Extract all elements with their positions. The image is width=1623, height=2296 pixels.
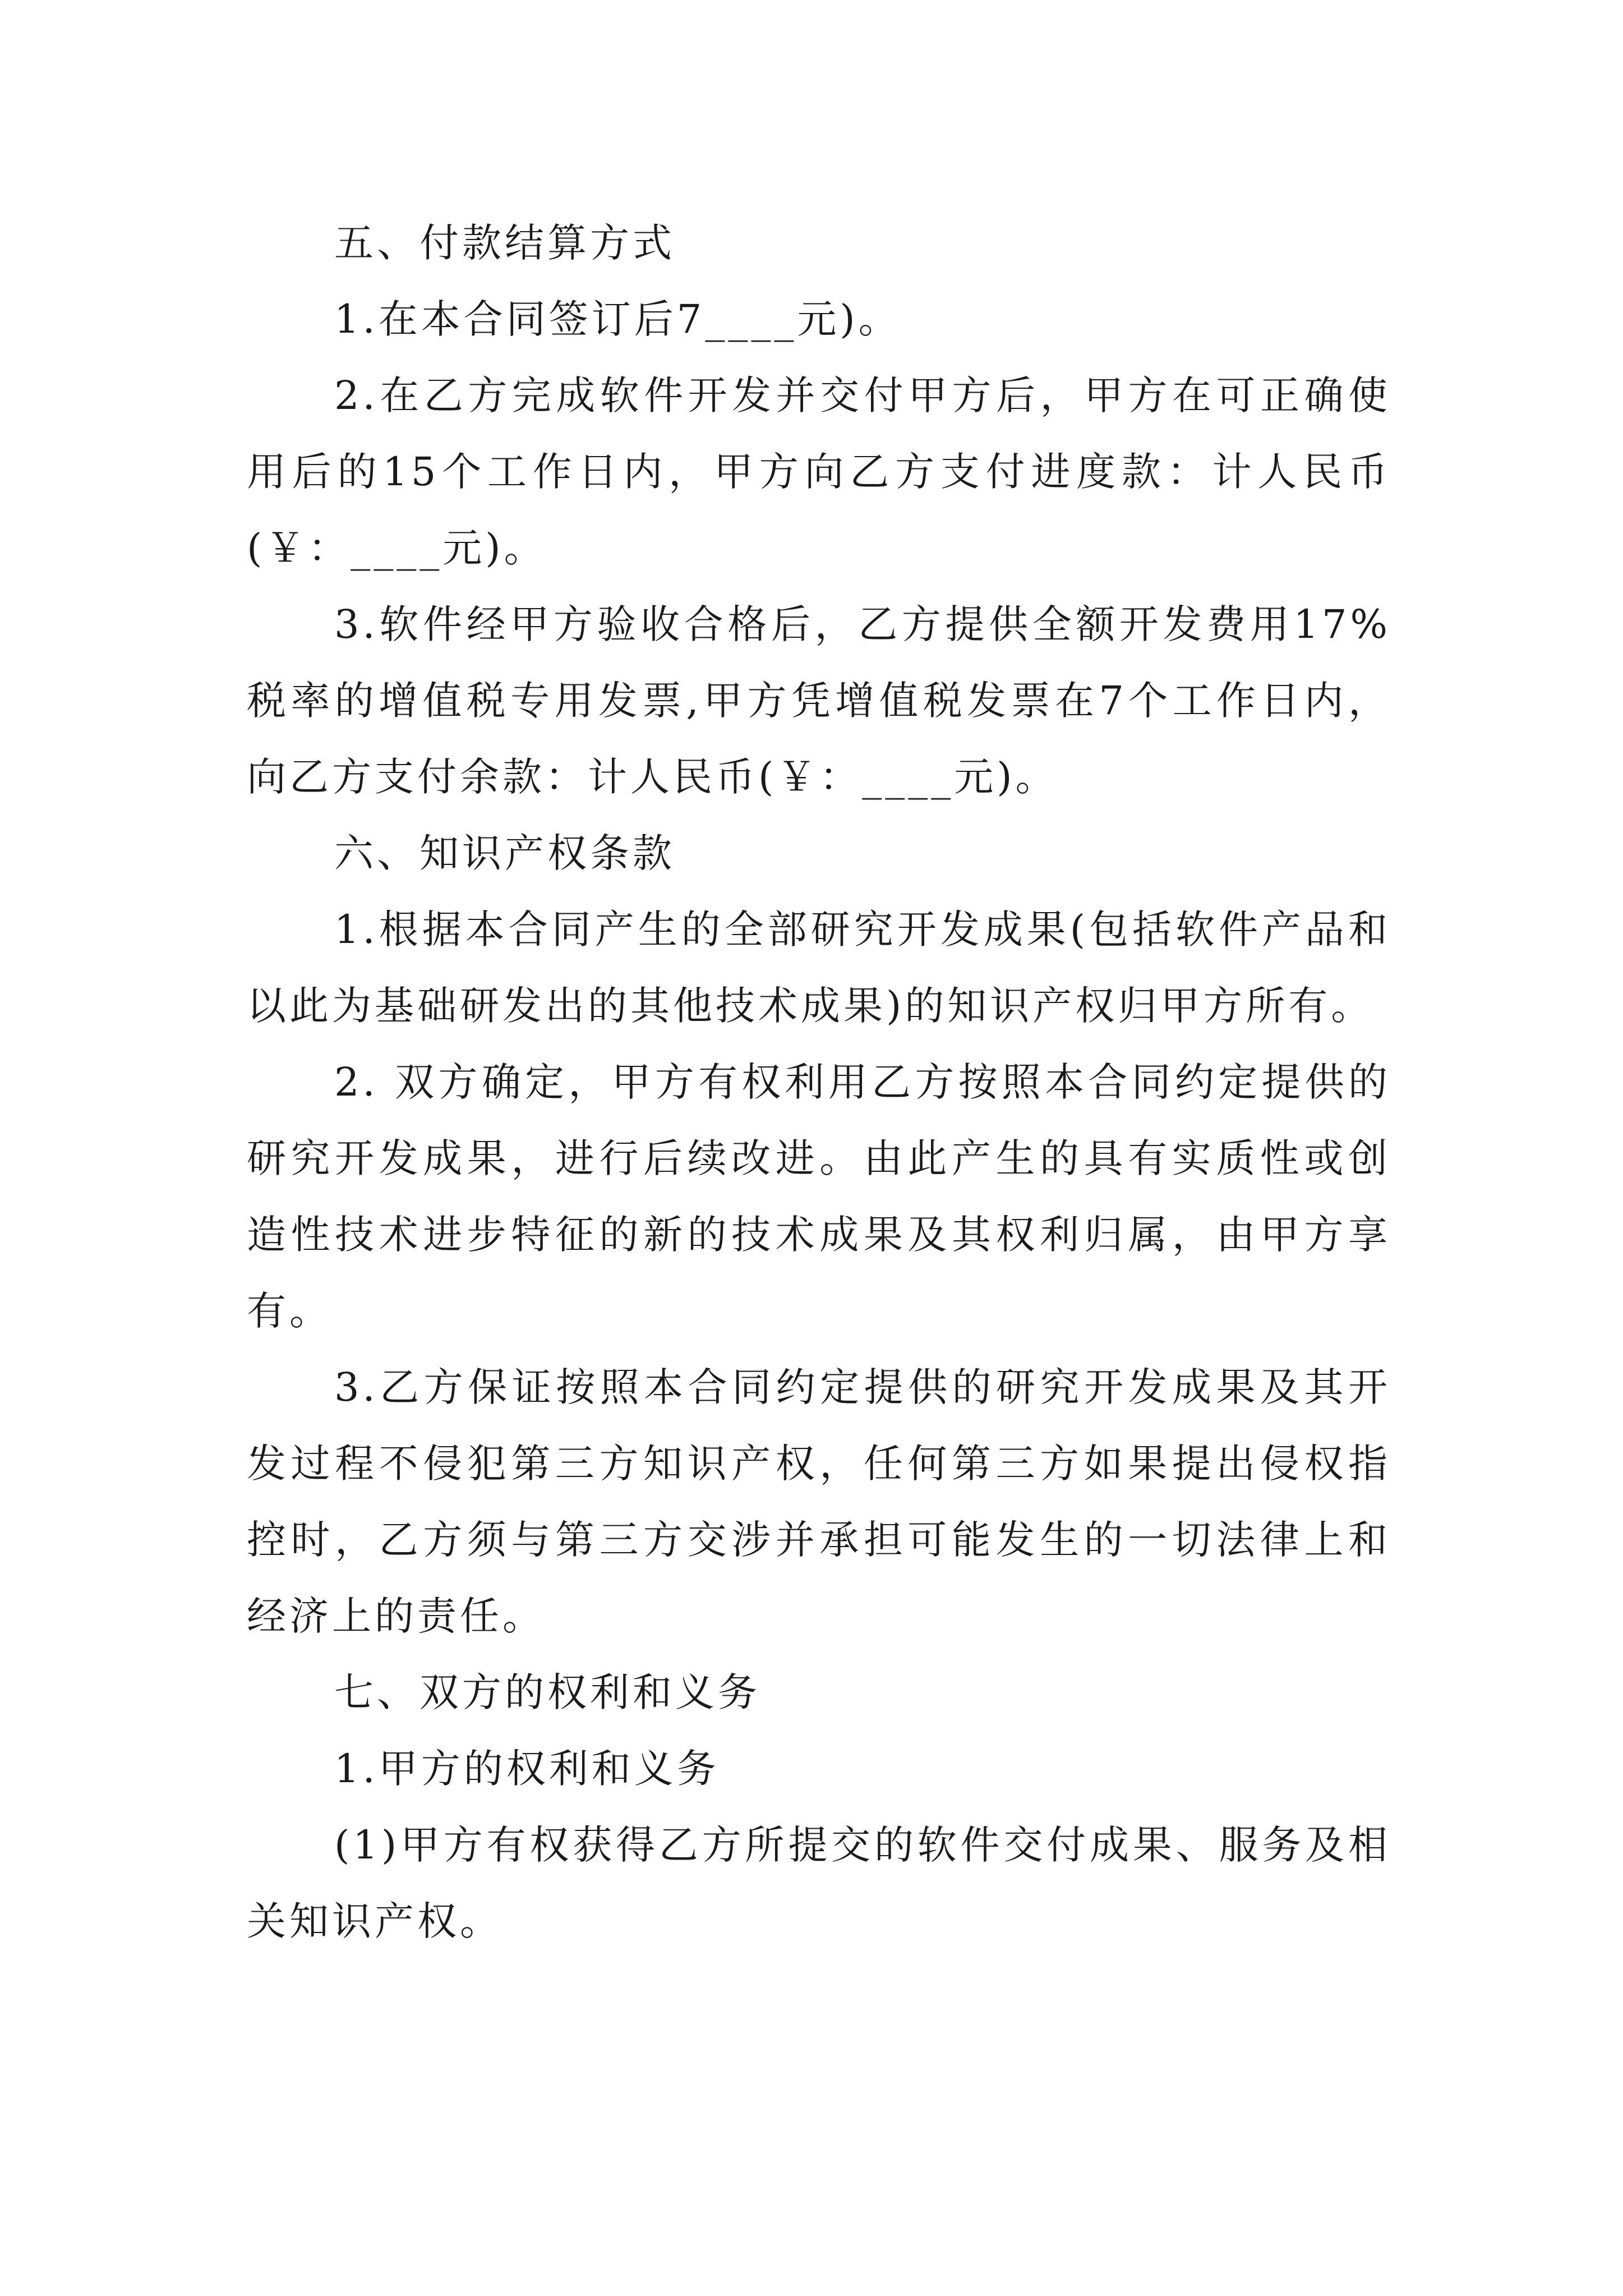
document-body (247, 205, 1391, 1959)
rights-subheading-party-a: 1.甲方的权利和义务 (334, 1746, 720, 1792)
payment-clause-2: 2.在乙方完成软件开发并交付甲方后，甲方在可正确使用后的15个工作日内，甲方向乙方支付进度款：计人民币(￥：____元)。 (247, 372, 1391, 571)
payment-clause-3: 3.软件经甲方验收合格后，乙方提供全额开发费用17%税率的增值税专用发票,甲方凭增值税发票在7个工作日内，向乙方支付余款：计人民币(￥：____元)。 (247, 601, 1391, 800)
ip-clause-1: 1.根据本合同产生的全部研究开发成果(包括软件产品和以此为基础研发出的其他技术成果)的知识产权归甲方所有。 (247, 907, 1391, 1029)
ip-clause-3: 3.乙方保证按照本合同约定提供的研究开发成果及其开发过程不侵犯第三方知识产权，任何第三方如果提出侵权指控时，乙方须与第三方交涉并承担可能发生的一切法律上和经济上的责任。 (247, 1364, 1391, 1639)
section-heading-payment: 五、付款结算方式 (334, 220, 675, 266)
ip-clause-2: 2. 双方确定，甲方有权利用乙方按照本合同约定提供的研究开发成果，进行后续改进。由此产生的具有实质性或创造性技术进步特征的新的技术成果及其权利归属，由甲方享有。 (247, 1059, 1391, 1334)
section-heading-rights: 七、双方的权利和义务 (334, 1669, 760, 1715)
rights-clause-1: (1)甲方有权获得乙方所提交的软件交付成果、服务及相关知识产权。 (247, 1822, 1391, 1944)
payment-clause-1: 1.在本合同签订后7____元)。 (334, 296, 901, 342)
section-heading-ip: 六、知识产权条款 (334, 830, 675, 876)
